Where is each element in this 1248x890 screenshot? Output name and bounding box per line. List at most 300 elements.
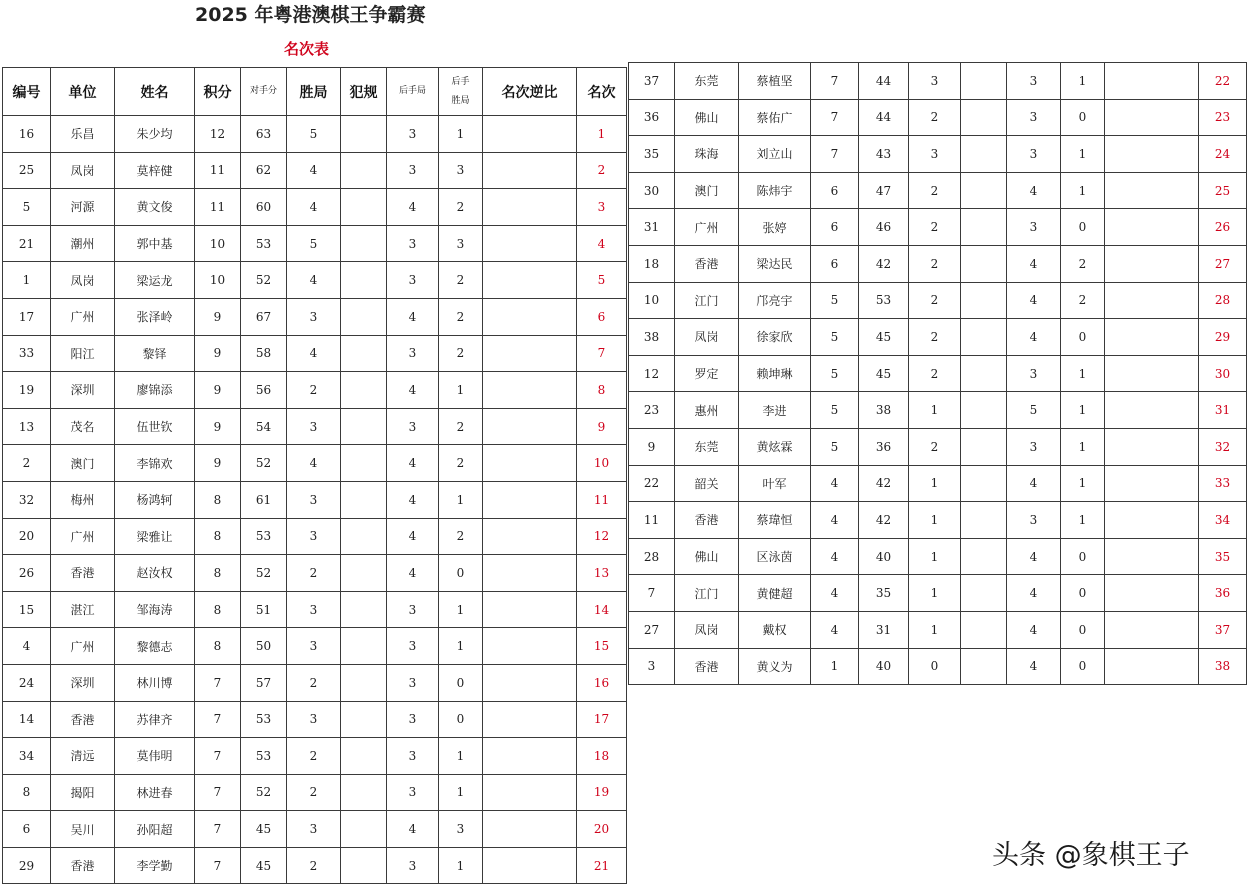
cell-name: 杨鸿轲 [115, 481, 195, 518]
cell-id: 4 [3, 628, 51, 665]
cell-name: 邝亮宇 [739, 282, 811, 319]
cell-unit: 珠海 [675, 136, 739, 173]
cell-rank: 1 [577, 116, 627, 153]
cell-rank: 13 [577, 555, 627, 592]
cell-second-wins: 1 [439, 774, 483, 811]
cell-opponent-score: 44 [859, 63, 909, 100]
table-row [3, 116, 627, 153]
cell-wins: 2 [287, 372, 341, 409]
cell-fouls [961, 63, 1007, 100]
table-row [3, 774, 627, 811]
cell-wins: 2 [909, 209, 961, 246]
table-row [629, 245, 1247, 282]
cell-second-games: 4 [387, 372, 439, 409]
cell-second-games: 3 [387, 738, 439, 775]
cell-reverse-rank [1105, 282, 1199, 319]
cell-second-games: 3 [387, 664, 439, 701]
cell-second-games: 4 [387, 481, 439, 518]
cell-unit: 湛江 [51, 591, 115, 628]
cell-second-wins: 3 [439, 152, 483, 189]
table-row [3, 518, 627, 555]
cell-wins: 3 [909, 136, 961, 173]
cell-id: 25 [3, 152, 51, 189]
cell-second-wins: 0 [1061, 648, 1105, 685]
cell-opponent-score: 47 [859, 172, 909, 209]
cell-wins: 2 [287, 555, 341, 592]
cell-fouls [341, 445, 387, 482]
cell-second-games: 4 [1007, 611, 1061, 648]
cell-second-wins: 2 [439, 408, 483, 445]
cell-wins: 3 [287, 298, 341, 335]
col-header-rank: 名次 [577, 68, 627, 116]
table-row [629, 611, 1247, 648]
cell-second-wins: 2 [439, 189, 483, 226]
cell-second-games: 3 [387, 847, 439, 884]
cell-fouls [961, 502, 1007, 539]
cell-id: 1 [3, 262, 51, 299]
cell-unit: 香港 [675, 245, 739, 282]
table-row [629, 209, 1247, 246]
cell-opponent-score: 52 [241, 555, 287, 592]
cell-points: 6 [811, 172, 859, 209]
cell-rank: 8 [577, 372, 627, 409]
cell-second-games: 3 [1007, 136, 1061, 173]
cell-reverse-rank [483, 225, 577, 262]
cell-unit: 深圳 [51, 372, 115, 409]
col-header-wins: 胜局 [287, 68, 341, 116]
cell-opponent-score: 53 [859, 282, 909, 319]
cell-unit: 潮州 [51, 225, 115, 262]
cell-second-wins: 2 [439, 445, 483, 482]
cell-wins: 2 [287, 774, 341, 811]
table-row [3, 445, 627, 482]
cell-opponent-score: 42 [859, 245, 909, 282]
cell-name: 戴权 [739, 611, 811, 648]
cell-id: 22 [629, 465, 675, 502]
cell-id: 23 [629, 392, 675, 429]
cell-fouls [341, 152, 387, 189]
cell-id: 36 [629, 99, 675, 136]
cell-wins: 3 [287, 628, 341, 665]
cell-wins: 2 [909, 319, 961, 356]
cell-opponent-score: 45 [859, 355, 909, 392]
cell-opponent-score: 54 [241, 408, 287, 445]
cell-second-games: 4 [1007, 172, 1061, 209]
page-title: 2025 年粤港澳棋王争霸赛 [195, 4, 426, 26]
cell-wins: 2 [287, 738, 341, 775]
cell-opponent-score: 53 [241, 701, 287, 738]
cell-points: 6 [811, 209, 859, 246]
cell-rank: 35 [1199, 538, 1247, 575]
cell-fouls [341, 811, 387, 848]
cell-id: 13 [3, 408, 51, 445]
cell-unit: 惠州 [675, 392, 739, 429]
ranking-table-right [628, 62, 1247, 685]
cell-id: 6 [3, 811, 51, 848]
cell-wins: 2 [909, 245, 961, 282]
cell-unit: 香港 [51, 555, 115, 592]
cell-second-wins: 2 [439, 335, 483, 372]
cell-points: 11 [195, 189, 241, 226]
cell-second-games: 4 [1007, 538, 1061, 575]
cell-unit: 东莞 [675, 428, 739, 465]
cell-reverse-rank [483, 116, 577, 153]
cell-rank: 9 [577, 408, 627, 445]
cell-second-wins: 0 [1061, 319, 1105, 356]
cell-reverse-rank [483, 847, 577, 884]
col-header-second-games: 后手局 [387, 68, 439, 116]
cell-fouls [341, 372, 387, 409]
col-header-unit: 单位 [51, 68, 115, 116]
cell-id: 11 [629, 502, 675, 539]
cell-unit: 罗定 [675, 355, 739, 392]
cell-second-wins: 1 [1061, 465, 1105, 502]
cell-id: 34 [3, 738, 51, 775]
table-row [3, 298, 627, 335]
cell-points: 12 [195, 116, 241, 153]
cell-second-wins: 2 [439, 518, 483, 555]
table-row [3, 408, 627, 445]
cell-rank: 11 [577, 481, 627, 518]
cell-opponent-score: 36 [859, 428, 909, 465]
cell-points: 8 [195, 555, 241, 592]
cell-wins: 4 [287, 335, 341, 372]
cell-fouls [961, 245, 1007, 282]
cell-name: 梁雅让 [115, 518, 195, 555]
cell-second-games: 3 [1007, 209, 1061, 246]
cell-second-games: 3 [387, 591, 439, 628]
cell-second-games: 5 [1007, 392, 1061, 429]
cell-name: 邹海涛 [115, 591, 195, 628]
cell-reverse-rank [1105, 648, 1199, 685]
table-row [3, 847, 627, 884]
cell-rank: 24 [1199, 136, 1247, 173]
cell-name: 梁运龙 [115, 262, 195, 299]
cell-rank: 37 [1199, 611, 1247, 648]
cell-id: 20 [3, 518, 51, 555]
cell-unit: 凤岗 [51, 262, 115, 299]
cell-wins: 3 [287, 408, 341, 445]
cell-name: 苏律齐 [115, 701, 195, 738]
table-row [3, 262, 627, 299]
cell-points: 5 [811, 319, 859, 356]
cell-name: 廖锦添 [115, 372, 195, 409]
cell-opponent-score: 52 [241, 445, 287, 482]
cell-points: 10 [195, 262, 241, 299]
cell-points: 7 [195, 811, 241, 848]
cell-rank: 27 [1199, 245, 1247, 282]
cell-id: 12 [629, 355, 675, 392]
cell-second-wins: 0 [1061, 99, 1105, 136]
table-row [3, 628, 627, 665]
cell-name: 李进 [739, 392, 811, 429]
cell-reverse-rank [483, 481, 577, 518]
cell-reverse-rank [483, 408, 577, 445]
cell-name: 朱少均 [115, 116, 195, 153]
cell-second-games: 3 [387, 116, 439, 153]
cell-name: 张泽岭 [115, 298, 195, 335]
cell-points: 9 [195, 408, 241, 445]
cell-reverse-rank [483, 811, 577, 848]
cell-id: 26 [3, 555, 51, 592]
cell-reverse-rank [483, 664, 577, 701]
cell-id: 21 [3, 225, 51, 262]
cell-second-wins: 1 [439, 628, 483, 665]
cell-points: 9 [195, 335, 241, 372]
cell-name: 郭中基 [115, 225, 195, 262]
cell-second-wins: 3 [439, 225, 483, 262]
cell-unit: 乐昌 [51, 116, 115, 153]
table-row [629, 575, 1247, 612]
cell-second-wins: 1 [439, 116, 483, 153]
cell-opponent-score: 45 [241, 847, 287, 884]
cell-second-wins: 0 [439, 664, 483, 701]
table-row [629, 465, 1247, 502]
cell-reverse-rank [1105, 538, 1199, 575]
cell-points: 11 [195, 152, 241, 189]
cell-second-games: 3 [387, 262, 439, 299]
table-header-row [3, 68, 627, 116]
cell-opponent-score: 53 [241, 518, 287, 555]
cell-fouls [341, 774, 387, 811]
cell-rank: 15 [577, 628, 627, 665]
cell-second-wins: 1 [439, 738, 483, 775]
cell-wins: 3 [287, 811, 341, 848]
cell-name: 赵汝权 [115, 555, 195, 592]
table-row [629, 319, 1247, 356]
cell-reverse-rank [483, 152, 577, 189]
cell-second-games: 4 [387, 298, 439, 335]
table-row [3, 664, 627, 701]
cell-rank: 20 [577, 811, 627, 848]
cell-name: 蔡植坚 [739, 63, 811, 100]
cell-rank: 2 [577, 152, 627, 189]
cell-fouls [961, 428, 1007, 465]
cell-points: 7 [195, 738, 241, 775]
cell-name: 莫伟明 [115, 738, 195, 775]
table-row [3, 372, 627, 409]
cell-rank: 5 [577, 262, 627, 299]
cell-second-wins: 1 [439, 372, 483, 409]
table-row [3, 701, 627, 738]
cell-opponent-score: 46 [859, 209, 909, 246]
cell-unit: 凤岗 [51, 152, 115, 189]
cell-fouls [961, 611, 1007, 648]
cell-opponent-score: 52 [241, 262, 287, 299]
cell-opponent-score: 52 [241, 774, 287, 811]
cell-id: 3 [629, 648, 675, 685]
cell-unit: 广州 [51, 518, 115, 555]
cell-unit: 江门 [675, 575, 739, 612]
cell-fouls [341, 518, 387, 555]
cell-points: 8 [195, 591, 241, 628]
cell-rank: 12 [577, 518, 627, 555]
cell-points: 5 [811, 428, 859, 465]
cell-name: 李锦欢 [115, 445, 195, 482]
cell-opponent-score: 63 [241, 116, 287, 153]
col-header-points: 积分 [195, 68, 241, 116]
cell-name: 林进春 [115, 774, 195, 811]
cell-second-games: 3 [1007, 428, 1061, 465]
cell-second-games: 4 [387, 445, 439, 482]
cell-points: 5 [811, 282, 859, 319]
cell-second-games: 3 [387, 152, 439, 189]
cell-rank: 4 [577, 225, 627, 262]
cell-fouls [961, 319, 1007, 356]
cell-id: 18 [629, 245, 675, 282]
cell-id: 2 [3, 445, 51, 482]
cell-opponent-score: 35 [859, 575, 909, 612]
cell-wins: 2 [287, 847, 341, 884]
cell-rank: 28 [1199, 282, 1247, 319]
cell-rank: 22 [1199, 63, 1247, 100]
cell-wins: 1 [909, 392, 961, 429]
cell-points: 10 [195, 225, 241, 262]
cell-id: 19 [3, 372, 51, 409]
cell-unit: 阳江 [51, 335, 115, 372]
cell-wins: 1 [909, 611, 961, 648]
cell-reverse-rank [1105, 502, 1199, 539]
cell-name: 孙阳超 [115, 811, 195, 848]
cell-fouls [341, 555, 387, 592]
cell-opponent-score: 60 [241, 189, 287, 226]
cell-points: 4 [811, 538, 859, 575]
cell-rank: 6 [577, 298, 627, 335]
cell-reverse-rank [483, 298, 577, 335]
cell-fouls [341, 664, 387, 701]
cell-opponent-score: 51 [241, 591, 287, 628]
cell-opponent-score: 62 [241, 152, 287, 189]
cell-points: 7 [195, 701, 241, 738]
cell-unit: 凤岗 [675, 611, 739, 648]
cell-fouls [341, 738, 387, 775]
cell-name: 蔡佑广 [739, 99, 811, 136]
cell-wins: 0 [909, 648, 961, 685]
col-header-fouls: 犯规 [341, 68, 387, 116]
cell-second-wins: 0 [439, 701, 483, 738]
cell-rank: 31 [1199, 392, 1247, 429]
table-row [3, 481, 627, 518]
cell-second-games: 4 [1007, 575, 1061, 612]
cell-reverse-rank [1105, 575, 1199, 612]
cell-reverse-rank [1105, 355, 1199, 392]
cell-unit: 香港 [675, 648, 739, 685]
cell-points: 9 [195, 372, 241, 409]
table-row [629, 502, 1247, 539]
cell-second-games: 3 [387, 774, 439, 811]
cell-points: 5 [811, 392, 859, 429]
cell-reverse-rank [483, 591, 577, 628]
cell-name: 黄炫霖 [739, 428, 811, 465]
cell-wins: 3 [909, 63, 961, 100]
cell-fouls [341, 847, 387, 884]
cell-id: 28 [629, 538, 675, 575]
cell-wins: 3 [287, 701, 341, 738]
cell-unit: 广州 [51, 298, 115, 335]
cell-second-wins: 0 [1061, 538, 1105, 575]
cell-reverse-rank [1105, 428, 1199, 465]
cell-name: 蔡瑋恒 [739, 502, 811, 539]
cell-unit: 揭阳 [51, 774, 115, 811]
cell-second-games: 4 [1007, 245, 1061, 282]
cell-fouls [341, 591, 387, 628]
cell-unit: 江门 [675, 282, 739, 319]
cell-second-wins: 3 [439, 811, 483, 848]
cell-wins: 2 [909, 172, 961, 209]
cell-wins: 2 [909, 355, 961, 392]
cell-wins: 2 [287, 664, 341, 701]
cell-fouls [961, 648, 1007, 685]
table-row [629, 136, 1247, 173]
cell-second-games: 4 [1007, 282, 1061, 319]
table-row [3, 811, 627, 848]
cell-rank: 7 [577, 335, 627, 372]
cell-name: 黄健超 [739, 575, 811, 612]
cell-reverse-rank [1105, 392, 1199, 429]
cell-name: 徐家欣 [739, 319, 811, 356]
cell-unit: 佛山 [675, 538, 739, 575]
cell-second-games: 3 [1007, 502, 1061, 539]
cell-id: 33 [3, 335, 51, 372]
cell-fouls [341, 335, 387, 372]
cell-second-games: 3 [1007, 99, 1061, 136]
cell-unit: 澳门 [51, 445, 115, 482]
cell-id: 16 [3, 116, 51, 153]
cell-name: 黄文俊 [115, 189, 195, 226]
cell-second-games: 3 [1007, 63, 1061, 100]
cell-wins: 3 [287, 518, 341, 555]
cell-name: 李学勤 [115, 847, 195, 884]
cell-name: 赖坤琳 [739, 355, 811, 392]
table-row [629, 63, 1247, 100]
cell-id: 7 [629, 575, 675, 612]
cell-rank: 14 [577, 591, 627, 628]
cell-rank: 29 [1199, 319, 1247, 356]
cell-reverse-rank [1105, 611, 1199, 648]
cell-second-games: 4 [387, 555, 439, 592]
table-row [629, 648, 1247, 685]
cell-reverse-rank [483, 628, 577, 665]
table-row [3, 225, 627, 262]
cell-second-games: 4 [387, 189, 439, 226]
cell-fouls [341, 116, 387, 153]
cell-fouls [961, 392, 1007, 429]
table-row [629, 172, 1247, 209]
cell-name: 陈炜宇 [739, 172, 811, 209]
cell-opponent-score: 40 [859, 648, 909, 685]
cell-rank: 23 [1199, 99, 1247, 136]
cell-name: 林川博 [115, 664, 195, 701]
cell-fouls [341, 701, 387, 738]
cell-unit: 澳门 [675, 172, 739, 209]
cell-reverse-rank [483, 555, 577, 592]
cell-wins: 4 [287, 445, 341, 482]
cell-opponent-score: 43 [859, 136, 909, 173]
cell-second-wins: 1 [439, 591, 483, 628]
cell-reverse-rank [1105, 99, 1199, 136]
cell-fouls [341, 481, 387, 518]
cell-second-wins: 2 [439, 262, 483, 299]
cell-id: 31 [629, 209, 675, 246]
cell-fouls [961, 355, 1007, 392]
cell-points: 4 [811, 611, 859, 648]
table-row [3, 591, 627, 628]
cell-rank: 26 [1199, 209, 1247, 246]
cell-wins: 1 [909, 502, 961, 539]
ranking-table-left [2, 67, 627, 884]
cell-wins: 1 [909, 538, 961, 575]
cell-fouls [341, 628, 387, 665]
